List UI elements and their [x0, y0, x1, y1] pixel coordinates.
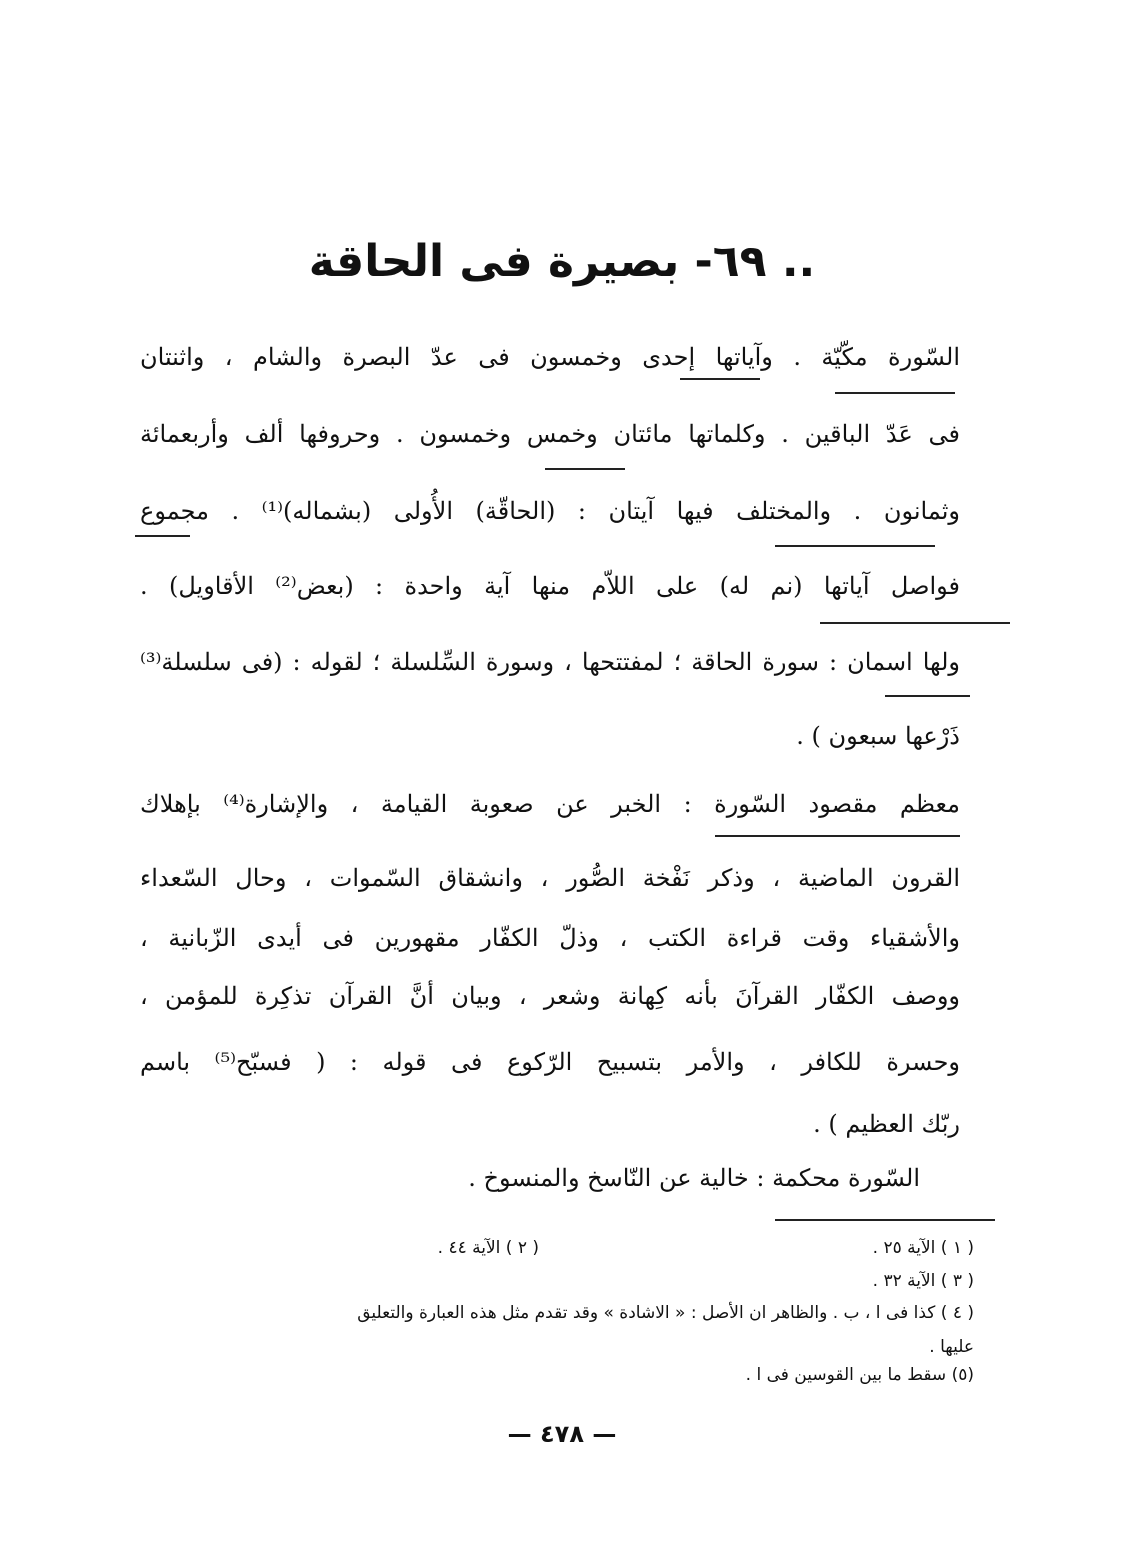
- body-line-3: وثمانون . والمختلف فيها آيتان : (الحاقّة) الأُولى (بشماله)⁽¹⁾ . مجموع: [140, 497, 960, 525]
- body-line-2: فى عَدّ الباقين . وكلماتها مائتان وخمس وخمسون . وحروفها ألف وأربعمائة: [140, 420, 960, 448]
- body-line-1: السّورة مكّيّة . وآياتها إحدى وخمسون فى عدّ البصرة والشام ، واثنتان: [140, 343, 960, 371]
- chapter-title: ٦٩- بصيرة فى الحاقة ..: [308, 236, 816, 287]
- underline-mark: [715, 835, 960, 837]
- underline-mark: [775, 545, 935, 547]
- body-line-9: والأشقياء وقت قراءة الكتب ، وذلّ الكفّار مقهورين فى أيدى الزّبانية ،: [140, 924, 960, 952]
- body-line-5: ولها اسمان : سورة الحاقة ؛ لمفتتحها ، وسورة السِّلسلة ؛ لقوله : (فى سلسلة⁽³⁾: [140, 648, 960, 676]
- footnote-3: ( ٣ ) الآية ٣٢ .: [872, 1271, 974, 1291]
- body-line-8: القرون الماضية ، وذكر نَفْخة الصُّور ، وانشقاق السّموات ، وحال السّعداء: [140, 864, 960, 892]
- body-line-7: معظم مقصود السّورة : الخبر عن صعوبة القيامة ، والإشارة⁽⁴⁾ بإهلاك: [140, 790, 960, 818]
- underline-mark: [835, 392, 955, 394]
- footnote-2: ( ٢ ) الآية ٤٤ .: [437, 1238, 539, 1258]
- underline-mark: [885, 695, 970, 697]
- body-line-6: ذَرْعها سبعون ) .: [796, 722, 960, 750]
- footnote-5: (٥) سقط ما بين القوسين فى ا .: [745, 1365, 974, 1385]
- underline-mark: [680, 378, 760, 380]
- page-number: — ٤٧٨ —: [507, 1420, 617, 1448]
- body-line-13: السّورة محكمة : خالية عن النّاسخ والمنسوخ .: [468, 1164, 920, 1192]
- footnote-4: ( ٤ ) كذا فى ا ، ب . والظاهر ان الأصل : « الاشادة » وقد تقدم مثل هذه العبارة والتعليق: [357, 1303, 974, 1323]
- body-line-10: ووصف الكفّار القرآنَ بأنه كِهانة وشعر ، وبيان أنَّ القرآن تذكِرة للمؤمن ،: [140, 982, 960, 1010]
- underline-mark: [820, 622, 1010, 624]
- underline-mark: [545, 468, 625, 470]
- footnote-separator: [775, 1219, 995, 1221]
- body-line-12: ربّك العظيم ) .: [813, 1110, 960, 1138]
- body-line-4: فواصل آياتها (نم له) على اللاّم منها آية واحدة : (بعض⁽²⁾ الأقاويل) .: [140, 572, 961, 600]
- footnote-4-continued: عليها .: [929, 1337, 974, 1357]
- footnote-1: ( ١ ) الآية ٢٥ .: [872, 1238, 974, 1258]
- body-line-11: وحسرة للكافر ، والأمر بتسبيح الرّكوع فى قوله : ( فسبّح⁽⁵⁾ باسم: [140, 1048, 960, 1076]
- underline-mark: [135, 535, 190, 537]
